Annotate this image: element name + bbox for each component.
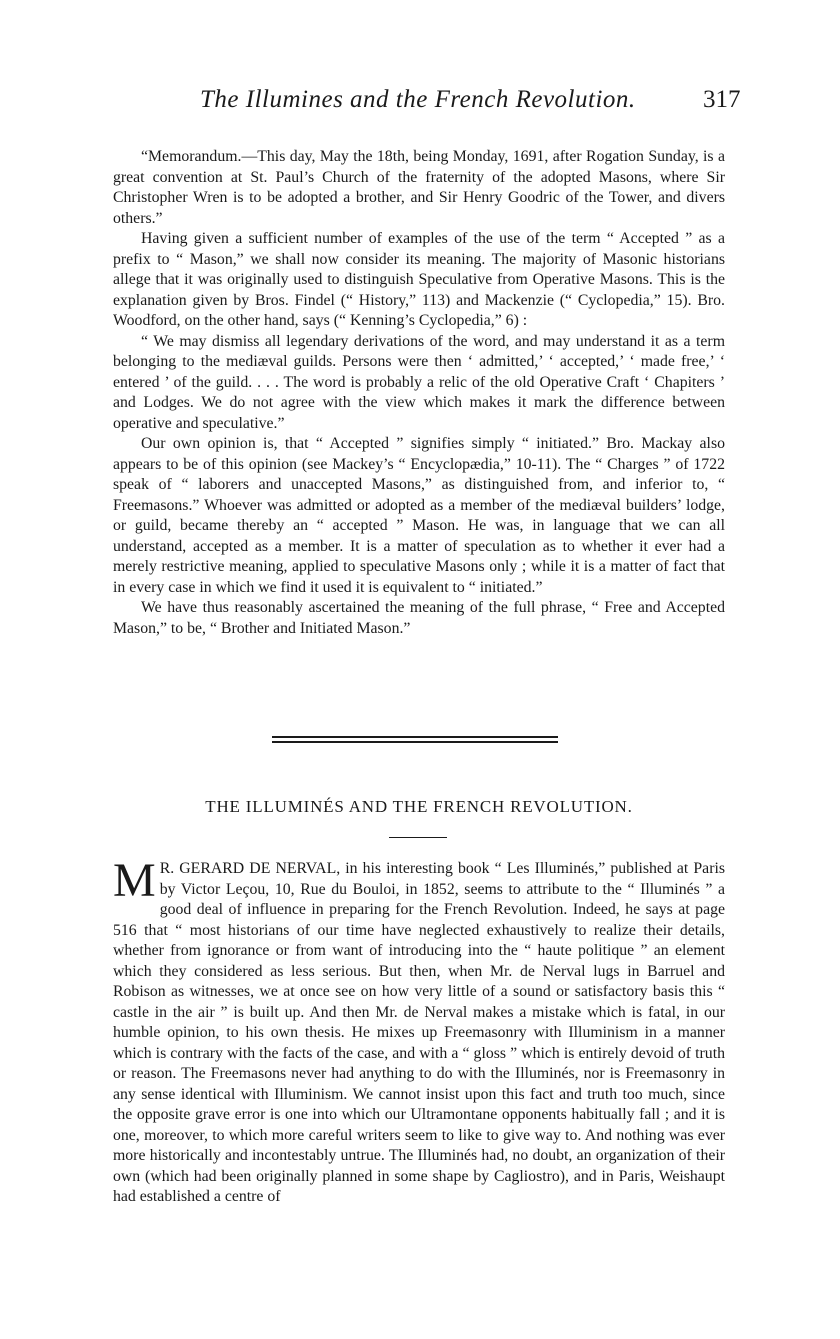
paragraph: Our own opinion is, that “ Accepted ” signifies simply “ initiated.” Bro. Mackay also appears to be of this opinion (see Mackey’s “ Encyclopædia,” 10-11). The “ Charges ” of 1722 speak of “ laborers and unaccepted Masons,” as distinguished from, and inferior to, “ Freemasons.” Whoever was admitted or adopted as a member of the mediæval builders’ lodge, or guild, became thereby an “ accepted ” Mason. He was, in language that we can all understand, accepted as a member. It is a matter of speculation as to whether it ever had a merely restrictive meaning, applied to speculative Masons only ; while it is a matter of fact that in every case in which we find it used it is equivalent to “ initiated.”	[113, 435, 725, 596]
opening-text: R. GERARD DE NERVAL, in his interesting book “ Les Illuminés,” published at Paris by Victor Leçou, 10, Rue du Bouloi, in 1852, seems to attribute to the “ Illuminés ” a good deal of influence in preparing for the French Revolution. Indeed, he says at page 516 that “ most historians of our time have neglected exhaustively to realize their details, whether from ignorance or from want of introducing into the “ haute politique ” an element which they considered as less serious. But then, when Mr. de Nerval lugs in Barruel and Robison as witnesses, we at once see on how very little of a sound or satisfactory basis this “ castle in the air ” is built up. And then Mr. de Nerval makes a mistake which is fatal, in our humble opinion, to his own thesis. He mixes up Freemasonry with Illuminism in a manner which is contrary with the facts of the case, and with a “ gloss ” which is entirely devoid of truth or reason. The Freemasons never had anything to do with the Illuminés, nor is Freemasonry in any sense identical with Illuminism. We cannot insist upon this fact and truth too much, since the opposite grave error is one into which our Ultramontane opponents habitually fall ; and it is one, moreover, to which more careful writers seem to like to give way to. And nothing was ever more historically and incontestably untrue. The Illuminés had, no doubt, an organization of their own (which had been originally planned in some shape by Cagliostro), and in Paris, Weishaupt had established a centre of	[113, 860, 725, 1205]
paragraph: “Memorandum.—This day, May the 18th, being Monday, 1691, after Rogation Sunday, is a great convention at St. Paul’s Church of the fraternity of the adopted Masons, where Sir Christopher Wren is to be adopted a brother, and Sir Henry Goodric of the Tower, and divers others.”	[113, 148, 725, 227]
title-rule	[389, 837, 447, 838]
article-continuation	[113, 147, 725, 639]
drop-cap: M	[113, 854, 156, 907]
opening-paragraph	[113, 854, 725, 1208]
new-article	[113, 854, 725, 1208]
paragraph: We have thus reasonably ascertained the meaning of the full phrase, “ Free and Accepted Mason,” to be, “ Brother and Initiated Mason.”	[113, 599, 725, 637]
section-title: THE ILLUMINÉS AND THE FRENCH REVOLUTION.	[205, 797, 633, 816]
paragraph: Having given a sufficient number of examples of the use of the term “ Accepted ” as a prefix to “ Mason,” we shall now consider its meaning. The majority of Masonic historians allege that it was originally used to distinguish Speculative from Operative Masons. This is the explanation given by Bros. Findel (“ History,” 113) and Mackenzie (“ Cyclopedia,” 15). Bro. Woodford, on the other hand, says (“ Kenning’s Cyclopedia,” 6) :	[113, 230, 725, 329]
section-divider	[272, 736, 558, 743]
paragraph: “ We may dismiss all legendary derivations of the word, and may understand it as a term belonging to the mediæval guilds. Persons were then ‘ admitted,’ ‘ accepted,’ ‘ made free,’ ‘ entered ’ of the guild. . . . The word is probably a relic of the old Operative Craft ‘ Chapiters ’ and Lodges. We do not agree with the view which makes it mark the difference between operative and speculative.”	[113, 332, 725, 432]
running-title: The Illumines and the French Revolution.	[200, 86, 636, 113]
page-number: 317	[703, 86, 741, 113]
